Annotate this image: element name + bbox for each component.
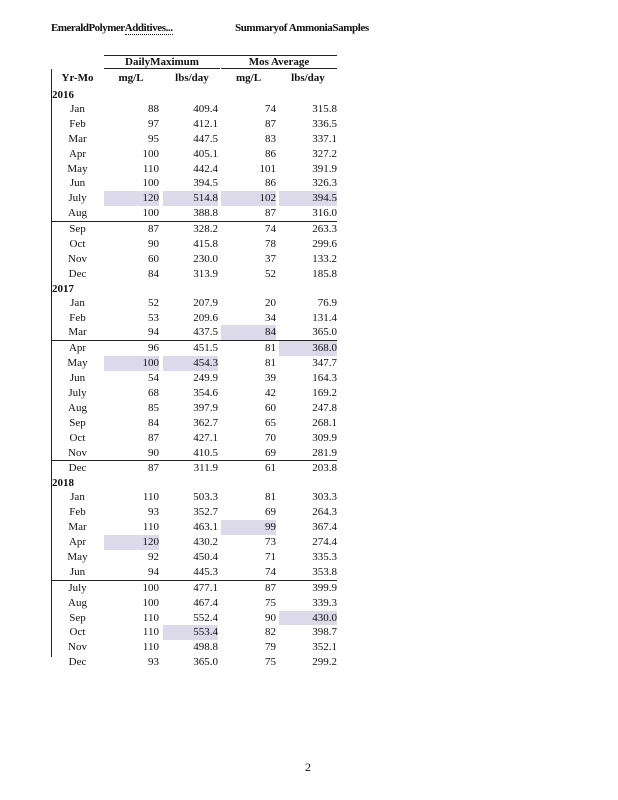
month-cell: July <box>68 192 87 205</box>
month-cell: Apr <box>68 536 87 549</box>
table-row <box>51 640 337 655</box>
daily-lbs-cell: 209.6 <box>193 311 218 324</box>
mos-lbs-cell: 309.9 <box>312 431 337 444</box>
mos-mgl-cell: 75 <box>265 596 276 609</box>
daily-lbs-cell: 207.9 <box>193 296 218 309</box>
table-row <box>51 147 337 162</box>
daily-mgl-cell: 87 <box>148 431 159 444</box>
daily-lbs-cell: 514.8 <box>163 191 218 206</box>
mos-lbs-cell: 169.2 <box>312 387 337 400</box>
daily-lbs-cell: 394.5 <box>193 177 218 190</box>
daily-mgl-cell: 100 <box>142 207 159 220</box>
daily-mgl-cell: 87 <box>148 223 159 236</box>
mos-mgl-cell: 65 <box>265 416 276 429</box>
daily-mgl-cell: 53 <box>148 311 159 324</box>
daily-lbs-cell: 442.4 <box>193 162 218 175</box>
mos-mgl-cell: 87 <box>265 581 276 594</box>
mos-lbs-cell: 303.3 <box>312 491 337 504</box>
table-row <box>51 132 337 147</box>
mos-lbs-cell: 264.3 <box>312 506 337 519</box>
mos-mgl-cell: 82 <box>265 626 276 639</box>
mos-lbs-cell: 203.8 <box>312 462 337 475</box>
daily-lbs-cell: 354.6 <box>193 387 218 400</box>
daily-mgl-cell: 100 <box>142 177 159 190</box>
mos-lbs-cell: 299.2 <box>312 656 337 669</box>
table-row <box>51 117 337 132</box>
mos-lbs-cell: 274.4 <box>312 536 337 549</box>
month-cell: Nov <box>68 252 87 265</box>
daily-mgl-cell: 68 <box>148 387 159 400</box>
mos-lbs-cell: 353.8 <box>312 565 337 578</box>
mos-lbs-cell: 368.0 <box>279 341 337 356</box>
daily-lbs-cell: 415.8 <box>193 238 218 251</box>
group-header-daily-maximum: DailyMaximum <box>104 56 220 69</box>
mos-mgl-cell: 84 <box>221 325 276 340</box>
mos-lbs-cell: 247.8 <box>312 401 337 414</box>
column-header-daily-mgl: mg/L <box>118 72 144 84</box>
month-cell: Dec <box>68 267 87 280</box>
daily-mgl-cell: 110 <box>142 626 159 639</box>
daily-mgl-cell: 84 <box>148 267 159 280</box>
company-name: EmeraldPolymer <box>51 22 125 34</box>
column-header-daily-lbs: lbs/day <box>175 72 209 84</box>
month-cell: Feb <box>69 506 86 519</box>
mos-lbs-cell: 299.6 <box>312 238 337 251</box>
daily-lbs-cell: 553.4 <box>163 625 218 640</box>
table-row <box>51 431 337 446</box>
mos-lbs-cell: 337.1 <box>312 132 337 145</box>
daily-lbs-cell: 352.7 <box>193 506 218 519</box>
table-row <box>51 176 337 191</box>
mos-mgl-cell: 52 <box>265 267 276 280</box>
daily-lbs-cell: 249.9 <box>193 372 218 385</box>
month-cell: Sep <box>69 416 86 429</box>
mos-mgl-cell: 87 <box>265 117 276 130</box>
mos-mgl-cell: 39 <box>265 372 276 385</box>
mos-mgl-cell: 74 <box>265 223 276 236</box>
month-cell: Jun <box>69 372 86 385</box>
mos-mgl-cell: 60 <box>265 401 276 414</box>
group-header-monthly-average: Mos Average <box>221 56 337 69</box>
mos-lbs-cell: 316.0 <box>312 207 337 220</box>
month-cell: Oct <box>69 238 86 251</box>
daily-mgl-cell: 54 <box>148 372 159 385</box>
mos-mgl-cell: 79 <box>265 641 276 654</box>
daily-lbs-cell: 503.3 <box>193 491 218 504</box>
mos-mgl-cell: 73 <box>265 536 276 549</box>
table-row <box>51 520 337 535</box>
mos-lbs-cell: 268.1 <box>312 416 337 429</box>
table-row <box>51 267 337 282</box>
mos-mgl-cell: 74 <box>265 565 276 578</box>
daily-lbs-cell: 397.9 <box>193 401 218 414</box>
table-row <box>51 221 337 237</box>
mos-mgl-cell: 99 <box>221 520 276 535</box>
table-row <box>51 356 337 371</box>
daily-mgl-cell: 97 <box>148 117 159 130</box>
month-cell: May <box>67 162 88 175</box>
month-cell: Mar <box>68 132 87 145</box>
daily-lbs-cell: 410.5 <box>193 446 218 459</box>
daily-mgl-cell: 96 <box>148 342 159 355</box>
column-header-mos-mgl: mg/L <box>235 72 262 84</box>
daily-mgl-cell: 110 <box>142 641 159 654</box>
month-cell: July <box>68 581 87 594</box>
daily-lbs-cell: 405.1 <box>193 147 218 160</box>
table-row <box>51 611 337 626</box>
daily-lbs-cell: 388.8 <box>193 207 218 220</box>
mos-lbs-cell: 394.5 <box>279 191 337 206</box>
month-cell: Sep <box>69 223 86 236</box>
mos-lbs-cell: 398.7 <box>312 626 337 639</box>
table-row <box>51 191 337 206</box>
daily-lbs-cell: 427.1 <box>193 431 218 444</box>
table-row <box>51 340 337 356</box>
month-cell: Oct <box>69 626 86 639</box>
daily-lbs-cell: 437.5 <box>193 326 218 339</box>
table-row <box>51 386 337 401</box>
month-cell: Apr <box>68 147 87 160</box>
daily-mgl-cell: 100 <box>142 596 159 609</box>
table-row <box>51 655 337 670</box>
table-row <box>51 625 337 640</box>
table-body <box>51 88 337 670</box>
daily-lbs-cell: 467.4 <box>193 596 218 609</box>
daily-lbs-cell: 365.0 <box>193 656 218 669</box>
table-row <box>51 371 337 386</box>
daily-mgl-cell: 84 <box>148 416 159 429</box>
month-cell: Aug <box>68 596 87 609</box>
month-cell: Nov <box>68 641 87 654</box>
mos-mgl-cell: 87 <box>265 207 276 220</box>
month-cell: Jan <box>70 491 85 504</box>
table-row <box>51 505 337 520</box>
daily-mgl-cell: 94 <box>148 326 159 339</box>
month-cell: Mar <box>68 326 87 339</box>
mos-lbs-cell: 185.8 <box>312 267 337 280</box>
table-row <box>51 325 337 340</box>
daily-lbs-cell: 412.1 <box>193 117 218 130</box>
document-header-title: Summaryof AmmoniaSamples <box>235 22 369 34</box>
mos-lbs-cell: 335.3 <box>312 550 337 563</box>
daily-mgl-cell: 110 <box>142 611 159 624</box>
month-cell: Jun <box>69 177 86 190</box>
daily-mgl-cell: 92 <box>148 550 159 563</box>
daily-lbs-cell: 362.7 <box>193 416 218 429</box>
mos-mgl-cell: 81 <box>265 357 276 370</box>
year-label: 2017 <box>52 282 74 295</box>
table-row <box>51 401 337 416</box>
daily-mgl-cell: 120 <box>104 535 159 550</box>
daily-lbs-cell: 451.5 <box>193 342 218 355</box>
mos-mgl-cell: 86 <box>265 177 276 190</box>
table-row <box>51 565 337 580</box>
mos-lbs-cell: 327.2 <box>312 147 337 160</box>
daily-lbs-cell: 328.2 <box>193 223 218 236</box>
daily-mgl-cell: 110 <box>142 162 159 175</box>
daily-mgl-cell: 87 <box>148 462 159 475</box>
mos-mgl-cell: 70 <box>265 431 276 444</box>
mos-mgl-cell: 34 <box>265 311 276 324</box>
month-cell: Apr <box>68 342 87 355</box>
daily-lbs-cell: 447.5 <box>193 132 218 145</box>
daily-mgl-cell: 100 <box>142 147 159 160</box>
table-row <box>51 535 337 550</box>
mos-lbs-cell: 430.0 <box>279 611 337 626</box>
mos-mgl-cell: 69 <box>265 446 276 459</box>
month-cell: July <box>68 387 87 400</box>
daily-lbs-cell: 463.1 <box>193 521 218 534</box>
table-row <box>51 237 337 252</box>
mos-lbs-cell: 391.9 <box>312 162 337 175</box>
column-header-yr-mo: Yr-Mo <box>61 72 94 84</box>
daily-mgl-cell: 94 <box>148 565 159 578</box>
table-row <box>51 162 337 177</box>
table-row <box>51 550 337 565</box>
mos-mgl-cell: 71 <box>265 550 276 563</box>
daily-lbs-cell: 311.9 <box>193 462 218 475</box>
month-cell: Mar <box>68 521 87 534</box>
daily-lbs-cell: 409.4 <box>193 103 218 115</box>
month-cell: Feb <box>69 117 86 130</box>
daily-mgl-cell: 110 <box>142 491 159 504</box>
month-cell: Sep <box>69 611 86 624</box>
mos-mgl-cell: 20 <box>265 296 276 309</box>
mos-lbs-cell: 281.9 <box>312 446 337 459</box>
daily-lbs-cell: 230.0 <box>193 252 218 265</box>
mos-mgl-cell: 83 <box>265 132 276 145</box>
page-number: 2 <box>305 760 311 774</box>
month-cell: Dec <box>68 656 87 669</box>
mos-mgl-cell: 81 <box>265 491 276 504</box>
month-cell: Nov <box>68 446 87 459</box>
daily-lbs-cell: 498.8 <box>193 641 218 654</box>
daily-lbs-cell: 552.4 <box>193 611 218 624</box>
year-label: 2018 <box>52 477 74 490</box>
table-row <box>51 206 337 221</box>
daily-lbs-cell: 430.2 <box>193 536 218 549</box>
mos-mgl-cell: 102 <box>221 191 276 206</box>
daily-mgl-cell: 85 <box>148 401 159 414</box>
mos-mgl-cell: 42 <box>265 387 276 400</box>
document-header-company <box>51 22 173 34</box>
mos-lbs-cell: 76.9 <box>317 296 337 309</box>
year-label: 2016 <box>52 89 74 101</box>
mos-mgl-cell: 74 <box>265 103 276 115</box>
daily-mgl-cell: 88 <box>148 103 159 115</box>
mos-lbs-cell: 164.3 <box>312 372 337 385</box>
mos-lbs-cell: 399.9 <box>312 581 337 594</box>
table-row <box>51 311 337 326</box>
table-row <box>51 460 337 476</box>
mos-lbs-cell: 367.4 <box>312 521 337 534</box>
daily-lbs-cell: 445.3 <box>193 565 218 578</box>
company-name-suffix: Additives... <box>124 22 173 34</box>
month-cell: Jan <box>70 296 85 309</box>
daily-lbs-cell: 313.9 <box>193 267 218 280</box>
month-cell: May <box>67 357 88 370</box>
daily-mgl-cell: 90 <box>148 238 159 251</box>
mos-lbs-cell: 133.2 <box>312 252 337 265</box>
month-cell: Aug <box>68 207 87 220</box>
table-row <box>51 446 337 461</box>
daily-mgl-cell: 52 <box>148 296 159 309</box>
daily-lbs-cell: 454.3 <box>163 356 218 371</box>
month-cell: Dec <box>68 462 87 475</box>
daily-mgl-cell: 90 <box>148 446 159 459</box>
month-cell: Jun <box>69 565 86 578</box>
daily-mgl-cell: 60 <box>148 252 159 265</box>
mos-mgl-cell: 75 <box>265 656 276 669</box>
column-header-mos-lbs: lbs/day <box>291 72 325 84</box>
mos-mgl-cell: 86 <box>265 147 276 160</box>
mos-mgl-cell: 90 <box>265 611 276 624</box>
daily-mgl-cell: 120 <box>104 191 159 206</box>
month-cell: Jan <box>70 103 85 115</box>
mos-mgl-cell: 37 <box>265 252 276 265</box>
month-cell: Feb <box>69 311 86 324</box>
mos-lbs-cell: 336.5 <box>312 117 337 130</box>
mos-lbs-cell: 326.3 <box>312 177 337 190</box>
mos-lbs-cell: 339.3 <box>312 596 337 609</box>
mos-lbs-cell: 347.7 <box>312 357 337 370</box>
table-row <box>51 490 337 505</box>
mos-mgl-cell: 61 <box>265 462 276 475</box>
month-cell: Aug <box>68 401 87 414</box>
table-row <box>51 102 337 117</box>
mos-lbs-cell: 365.0 <box>312 326 337 339</box>
mos-mgl-cell: 101 <box>259 162 276 175</box>
mos-mgl-cell: 81 <box>265 342 276 355</box>
daily-mgl-cell: 100 <box>142 581 159 594</box>
month-cell: Oct <box>69 431 86 444</box>
table-row <box>51 252 337 267</box>
mos-lbs-cell: 352.1 <box>312 641 337 654</box>
mos-mgl-cell: 69 <box>265 506 276 519</box>
daily-lbs-cell: 477.1 <box>193 581 218 594</box>
daily-mgl-cell: 93 <box>148 506 159 519</box>
mos-mgl-cell: 78 <box>265 238 276 251</box>
table-row <box>51 416 337 431</box>
mos-lbs-cell: 263.3 <box>312 223 337 236</box>
daily-mgl-cell: 100 <box>104 356 159 371</box>
daily-lbs-cell: 450.4 <box>193 550 218 563</box>
month-cell: May <box>67 550 88 563</box>
daily-mgl-cell: 95 <box>148 132 159 145</box>
table-row <box>51 580 337 596</box>
daily-mgl-cell: 110 <box>142 521 159 534</box>
table-row <box>51 296 337 311</box>
table-row <box>51 596 337 611</box>
mos-lbs-cell: 315.8 <box>312 103 337 115</box>
daily-mgl-cell: 93 <box>148 656 159 669</box>
mos-lbs-cell: 131.4 <box>312 311 337 324</box>
